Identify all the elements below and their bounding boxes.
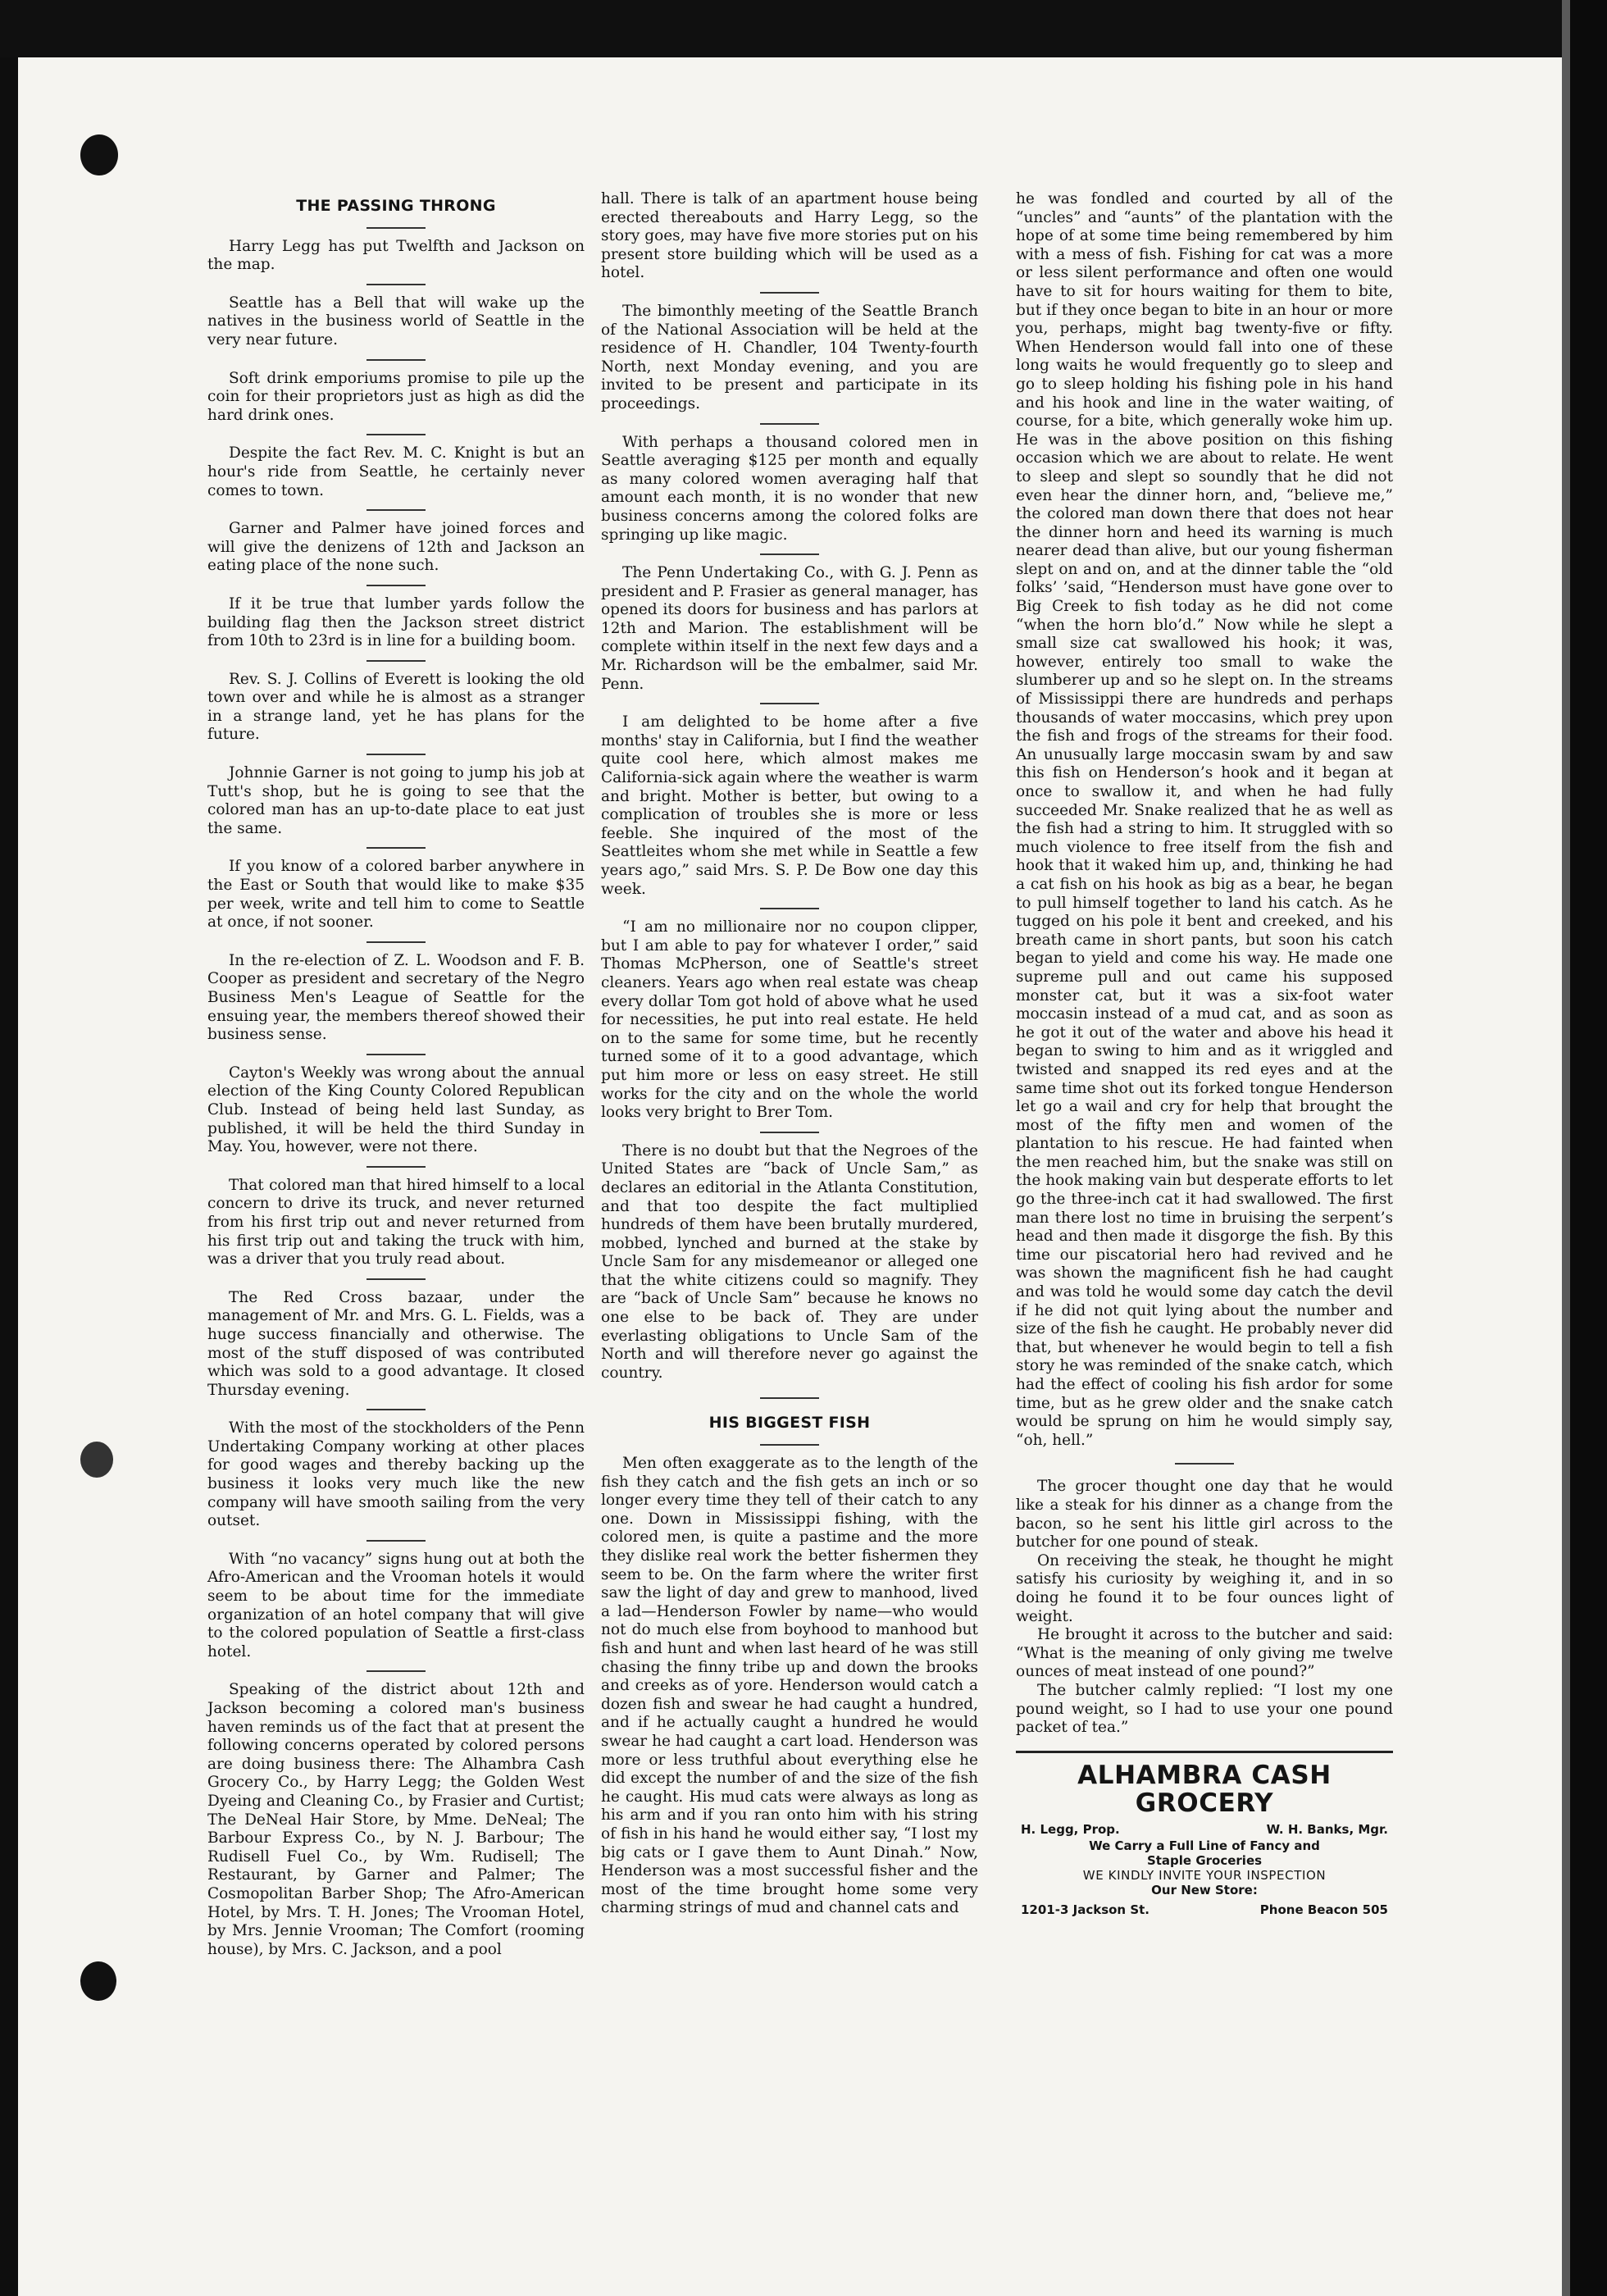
column-3 [1016, 190, 1393, 1920]
short-rule [366, 1670, 426, 1672]
short-rule [366, 660, 426, 662]
short-rule [760, 1132, 819, 1133]
short-rule [366, 284, 426, 285]
news-item: “I am no millionaire nor no coupon clipper, but I am able to pay for whatever I order,” said Thomas McPherson, one of Seattle's street cleaners. Years ago when real estate was cheap every dollar Tom got hold of above what he used for necessities, he put into real estate. He held on to the same for some time, but he recently turned some of it to a good advantage, which put him more or less on easy street. He still works for the city and on the whole the world looks very bright to Brer Tom. [601, 918, 978, 1122]
section-heading-passing-throng: THE PASSING THRONG [296, 197, 496, 215]
scan-border-top [0, 0, 1607, 57]
news-item: Johnnie Garner is not going to jump his job at Tutt's shop, but he is going to see that the colored man has an up-to-date place to eat just the same. [207, 764, 585, 837]
page-edge [1562, 0, 1570, 2296]
short-rule [366, 509, 426, 511]
ad-line: Staple Groceries [1146, 1853, 1263, 1869]
story-text-continued: he was fondled and courted by all of the “uncles” and “aunts” of the plantation with the hope of at some time being remembered by him with a mess of fish. Fishing for cat was a more or less silent performance and often one would have to sit for hours waiting for them to bite, but if they once began to bite in an hour or more you, perhaps, might bag twenty-five or fifty. When Henderson would fall into one of these long waits he would frequently go to sleep and go to sleep holding his fishing pole in his hand and his hook and line in the water waiting, of course, for a bite, which generally woke him up. He was in the above position on this fishing occasion which we are about to relate. He went to sleep and slept so soundly that he did not even hear the dinner horn, and, “believe me,” the colored man down there that does not hear the dinner horn and heed its warning is much nearer dead than alive, but our young fisherman slept on and on, and at the dinner table the “old folks’ ’said, “Henderson must have gone over to Big Creek to fish today as he did not come “when the horn blo’d.” Now while he slept a small size cat swallowed his hook; it was, however, entirely too small to wake the slumberer up and so he slept on. In the streams of Mississippi there are hundreds and perhaps thousands of water moccasins, which prey upon the fish and frogs of the streams for their food. An unusually large moccasin swam by and saw this fish on Henderson’s hook and it began at once to swallow it, and when he had fully succeeded Mr. Snake realized that he as well as the fish had a string to him. It struggled with so much violence to free itself from the fish and hook that it waked him up, and, thinking he had a cat fish on his hook as big as a bear, he began to pull himself together to land his catch. As he tugged on his pole it bent and creeked, and his breath came in short pants, but soon his catch began to yield and come his way. He made one supreme pull and out came his supposed monster cat, but it was a six-foot water moccasin instead of a mud cat, and as soon as he got it out of the water and above his head it began to swing to him and as it wriggled and twisted and snapped its red eyes and at the same time shot out its forked tongue Henderson let go a wail and cry for help that brought the most of the fifty men and women of the plantation to his rescue. He had fainted when the men reached him, but the snake was still on the hook making vain but desperate efforts to let go the three-inch cat it had swallowed. The first man there lost no time in bruising the serpent’s head and then made it disgorge the fish. By this time our piscatorial hero had revived and he was shown the magnificent fish he had caught and was told he would some day catch the devil if he did not quit lying about the number and size of the fish he caught. He probably never did that, but whenever he would begin to tell a fish story he was reminded of the snake catch, which had the effect of cooling his fish ardor for some time, but as he grew older and the snake catch would be sprung on him he would simply say, “oh, hell.” [1016, 190, 1393, 1449]
ad-manager: W. H. Banks, Mgr. [1266, 1821, 1388, 1837]
ad-line: We Carry a Full Line of Fancy and [1089, 1838, 1320, 1854]
news-item: If it be true that lumber yards follow the building flag then the Jackson street district from 10th to 23rd is in line for a building boom. [207, 594, 585, 650]
short-rule [760, 703, 819, 704]
column-1 [207, 190, 585, 1959]
short-rule [366, 1166, 426, 1168]
short-rule [760, 1444, 819, 1446]
news-item: hall. There is talk of an apartment house being erected thereabouts and Harry Legg, so the story goes, may have five more stories put on his present store building which will be used as a hotel. [601, 190, 979, 282]
news-item: There is no doubt but that the Negroes of the United States are “back of Uncle Sam,” as declares an editorial in the Atlanta Constitution, and that too despite the fact multiplied hundreds of them have been brutally murdered, mobbed, lynched and burned at the stake by Uncle Sam for any misdemeanor or alleged one that the white citizens could so magnify. They are “back of Uncle Sam” because he knows no one else to be back of. They are under everlasting obligations to Uncle Sam of the North and will therefore never go against the country. [601, 1141, 978, 1382]
punch-hole-bottom [80, 1961, 116, 2001]
news-item: I am delighted to be home after a five months' stay in California, but I find the weather quite cool here, which almost makes me California-sick again where the weather is warm and bright. Mother is better, but owing to a complication of troubles she is more or less feeble. She inquired of the most of the Seattleites whom she met while in Seattle a few years ago,” said Mrs. S. P. De Bow one day this week. [601, 713, 978, 898]
short-rule [366, 1278, 426, 1280]
short-rule [366, 434, 426, 435]
news-item: The Red Cross bazaar, under the management of Mr. and Mrs. G. L. Fields, was a huge success financially and otherwise. The most of the stuff disposed of was contributed which was sold to a good advantage. It closed Thursday evening. [207, 1288, 585, 1399]
news-item: Speaking of the district about 12th and Jackson becoming a colored man's business haven reminds us of the fact that at present the following concerns operated by colored persons are doing business there: The Alhambra Cash Grocery Co., by Harry Legg; the Golden West Dyeing and Cleaning Co., by Frasier and Curtist; The DeNeal Hair Store, by Mme. DeNeal; The Barbour Express Co., by N. J. Barbour; The Rudisell Fuel Co., by Wm. Rudisell; The Restaurant, by Garner and Palmer; The Cosmopolitan Barber Shop; The Afro-American Hotel, by Mrs. T. H. Jones; The Vrooman Hotel, by Mrs. Jennie Vrooman; The Comfort (rooming house), by Mrs. C. Jackson, and a pool [207, 1681, 585, 1958]
anecdote-paragraph: The grocer thought one day that he would like a steak for his dinner as a change from the bacon, so he sent his little girl across to the butcher for one pound of steak. [1016, 1478, 1393, 1551]
news-item: Rev. S. J. Collins of Everett is looking the old town over and while he is almost as a stranger in a strange land, yet he has plans for the future. [207, 670, 585, 744]
short-rule [366, 941, 426, 943]
short-rule [366, 359, 426, 361]
short-rule [760, 423, 819, 425]
short-rule [366, 1054, 426, 1055]
ad-invitation: WE KINDLY INVITE YOUR INSPECTION [1082, 1868, 1327, 1884]
ad-phone: Phone Beacon 505 [1259, 1902, 1388, 1918]
ad-contact-row [1016, 1897, 1393, 1920]
short-rule [760, 292, 819, 294]
news-item: With the most of the stockholders of the Penn Undertaking Company working at other places for good wages and thereby backing up the business it looks very much like the new company will have smooth sailing from the very outset. [207, 1419, 585, 1530]
short-rule [366, 847, 426, 849]
short-rule [1175, 1463, 1234, 1465]
news-item: The Penn Undertaking Co., with G. J. Penn as president and P. Frasier as general manager, has opened its doors for business and has parlors at 12th and Marion. The establishment will be complete within itself in the next few days and a Mr. Richardson will be the embalmer, said Mr. Penn. [601, 564, 978, 693]
ad-title: ALHAMBRA CASH GROCERY [1077, 1760, 1332, 1818]
news-item: With perhaps a thousand colored men in Seattle averaging $125 per month and equally as many colored women averaging half that amount each month, it is no wonder that new business concerns among the colored folks are springing up like magic. [601, 433, 978, 544]
punch-hole-middle [80, 1442, 113, 1478]
news-item: The bimonthly meeting of the Seattle Branch of the National Association will be held at the residence of H. Chandler, 104 Twenty-fourth North, next Monday evening, and you are invited to be present and participate in its proceedings. [601, 302, 978, 412]
news-item: That colored man that hired himself to a local concern to drive its truck, and never returned from his first trip out and never returned from his first trip out and taking the truck with him, was a driver that you truly read about. [207, 1176, 585, 1269]
grocery-advertisement [1016, 1751, 1393, 1920]
ad-staff-row [1016, 1817, 1393, 1839]
anecdote-paragraph: On receiving the steak, he thought he might satisfy his curiosity by weighing it, and in so doing he found it to be four ounces light of weight. [1016, 1551, 1393, 1625]
short-rule [366, 754, 426, 755]
short-rule [760, 908, 819, 909]
anecdote-paragraph: He brought it across to the butcher and said: “What is the meaning of only giving me twelve ounces of meat instead of one pound?” [1016, 1626, 1393, 1681]
story-text: Men often exaggerate as to the length of the fish they catch and the fish gets an inch or so longer every time they tell of their catch to any one. Down in Mississippi fishing, with the colored men, is quite a pastime and the more they dislike real work the better fishermen they seem to be. On the farm where the writer first saw the light of day and grew to manhood, lived a lad—Henderson Fowler by name—who would not do much else from boyhood to manhood but fish and hunt and when last heard of he was still chasing the finny tribe up and down the brooks and creeks as of yore. Henderson would catch a dozen fish and swear he had caught a hundred, and if he actually caught a hundred he would swear he had caught a cart load. Henderson was more or less truthful about everything else he did except the number of and the size of the fish he caught. His mud cats were always as long as his arm and if you ran onto him with his string of fish in his hand he would either say, “I lost my big cats or I gave them to Aunt Dinah.” Now, Henderson was a most successful fisher and the most of the time brought home some very charming strings of mud and channel cats and [601, 1455, 978, 1917]
ad-new-store: Our New Store: [1151, 1883, 1258, 1898]
news-item: In the re-election of Z. L. Woodson and F. B. Cooper as president and secretary of the Negro Business Men's League of Seattle for the ensuing year, the members thereof showed their business sense. [207, 951, 585, 1044]
punch-hole-top [80, 134, 118, 175]
news-item: If you know of a colored barber anywhere in the East or South that would like to make $35 per week, write and tell him to come to Seattle at once, if not sooner. [207, 858, 585, 932]
news-item: Garner and Palmer have joined forces and will give the denizens of 12th and Jackson an eating place of the none such. [207, 520, 585, 575]
news-item: Soft drink emporiums promise to pile up the coin for their proprietors just as high as did the hard drink ones. [207, 369, 585, 424]
news-item: With “no vacancy” signs hung out at both the Afro-American and the Vrooman hotels it would seem to be about time for the immediate organization of an hotel company that will give to the colored population of Seattle a first-class hotel. [207, 1550, 585, 1660]
ad-proprietor: H. Legg, Prop. [1021, 1821, 1120, 1837]
short-rule [366, 1540, 426, 1542]
section-heading-biggest-fish: HIS BIGGEST FISH [708, 1414, 871, 1433]
news-item: Seattle has a Bell that will wake up the natives in the business world of Seattle in the very near future. [207, 294, 585, 348]
news-item: Harry Legg has put Twelfth and Jackson on the map. [207, 237, 585, 274]
short-rule [760, 554, 819, 555]
short-rule [366, 1409, 426, 1410]
news-item: Despite the fact Rev. M. C. Knight is but an hour's ride from Seattle, he certainly never comes to town. [207, 444, 585, 499]
news-item: Cayton's Weekly was wrong about the annual election of the King County Colored Republican Club. Instead of being held last Sunday, as published, it will be held the third Sunday in May. You, however, were not there. [207, 1064, 585, 1156]
column-2 [601, 190, 978, 1918]
short-rule [760, 1397, 819, 1399]
short-rule [366, 227, 426, 229]
ad-address: 1201-3 Jackson St. [1021, 1902, 1150, 1918]
anecdote-paragraph: The butcher calmly replied: “I lost my one pound weight, so I had to use your one pound packet of tea.” [1016, 1681, 1393, 1737]
scan-border-right [1570, 0, 1607, 2296]
short-rule [366, 585, 426, 586]
